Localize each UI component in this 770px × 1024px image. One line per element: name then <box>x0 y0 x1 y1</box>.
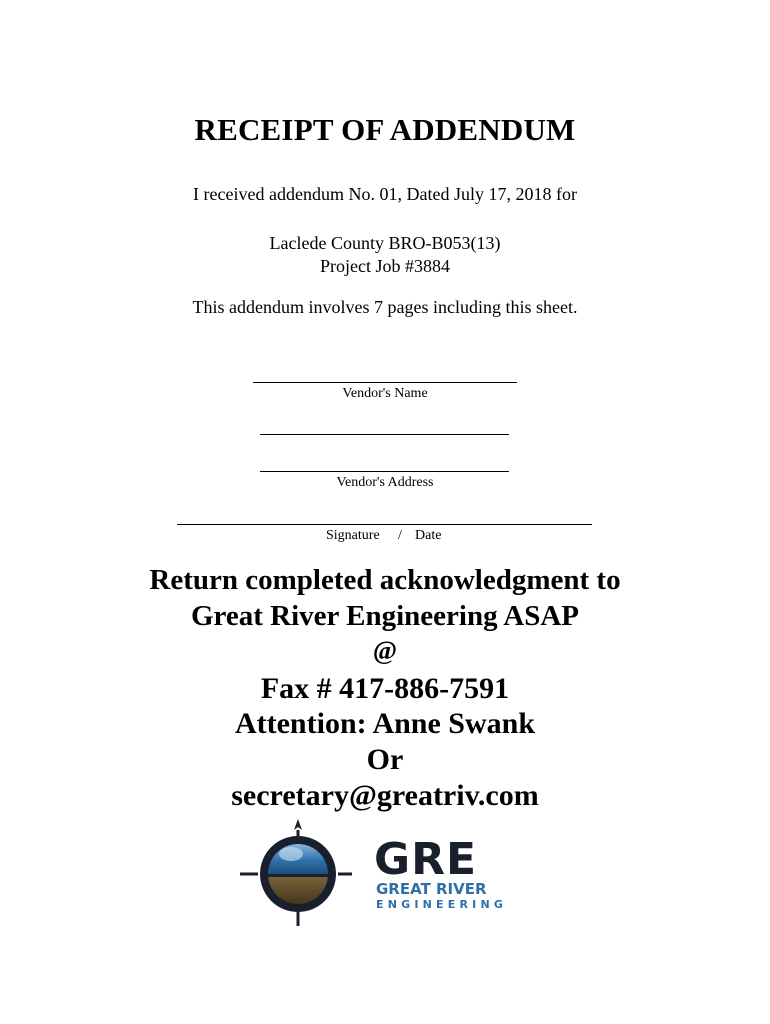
vendor-name-line[interactable] <box>253 382 517 383</box>
return-line-2: Great River Engineering ASAP <box>191 600 579 632</box>
gre-letters <box>374 834 477 885</box>
svg-text:GRE: GRE <box>374 834 478 885</box>
fax-number: Fax # 417-886-7591 <box>260 672 510 705</box>
globe-icon <box>260 836 336 912</box>
logo-great-river: GREAT RIVER <box>376 880 487 898</box>
or-line: Or <box>366 743 404 776</box>
attention-line: Attention: Anne Swank <box>234 707 536 740</box>
signature-label: Signature <box>326 528 380 543</box>
vendor-address-line-2[interactable] <box>260 471 509 472</box>
at-symbol: @ <box>372 636 398 665</box>
vendor-address-line-1[interactable] <box>260 434 509 435</box>
separator: / <box>398 528 402 543</box>
return-line-1: Return completed acknowledgment to <box>149 564 621 596</box>
vendor-address-label: Vendor's Address <box>336 475 434 490</box>
logo-engineering: ENGINEERING <box>376 898 508 911</box>
project-job: Project Job #3884 <box>320 256 450 276</box>
document-title: RECEIPT OF ADDENDUM <box>194 112 576 147</box>
signature-date-line[interactable] <box>177 524 592 525</box>
date-label: Date <box>415 528 442 543</box>
email-address[interactable]: secretary@greatriv.com <box>231 779 539 812</box>
gre-logo-graphic <box>236 816 536 932</box>
pages-note: This addendum involves 7 pages including this sheet. <box>192 297 578 317</box>
gre-logo <box>236 816 536 932</box>
vendor-name-label: Vendor's Name <box>342 386 428 401</box>
addendum-intro: I received addendum No. 01, Dated July 17, 2018 for <box>193 184 577 204</box>
project-name: Laclede County BRO-B053(13) <box>269 233 501 253</box>
